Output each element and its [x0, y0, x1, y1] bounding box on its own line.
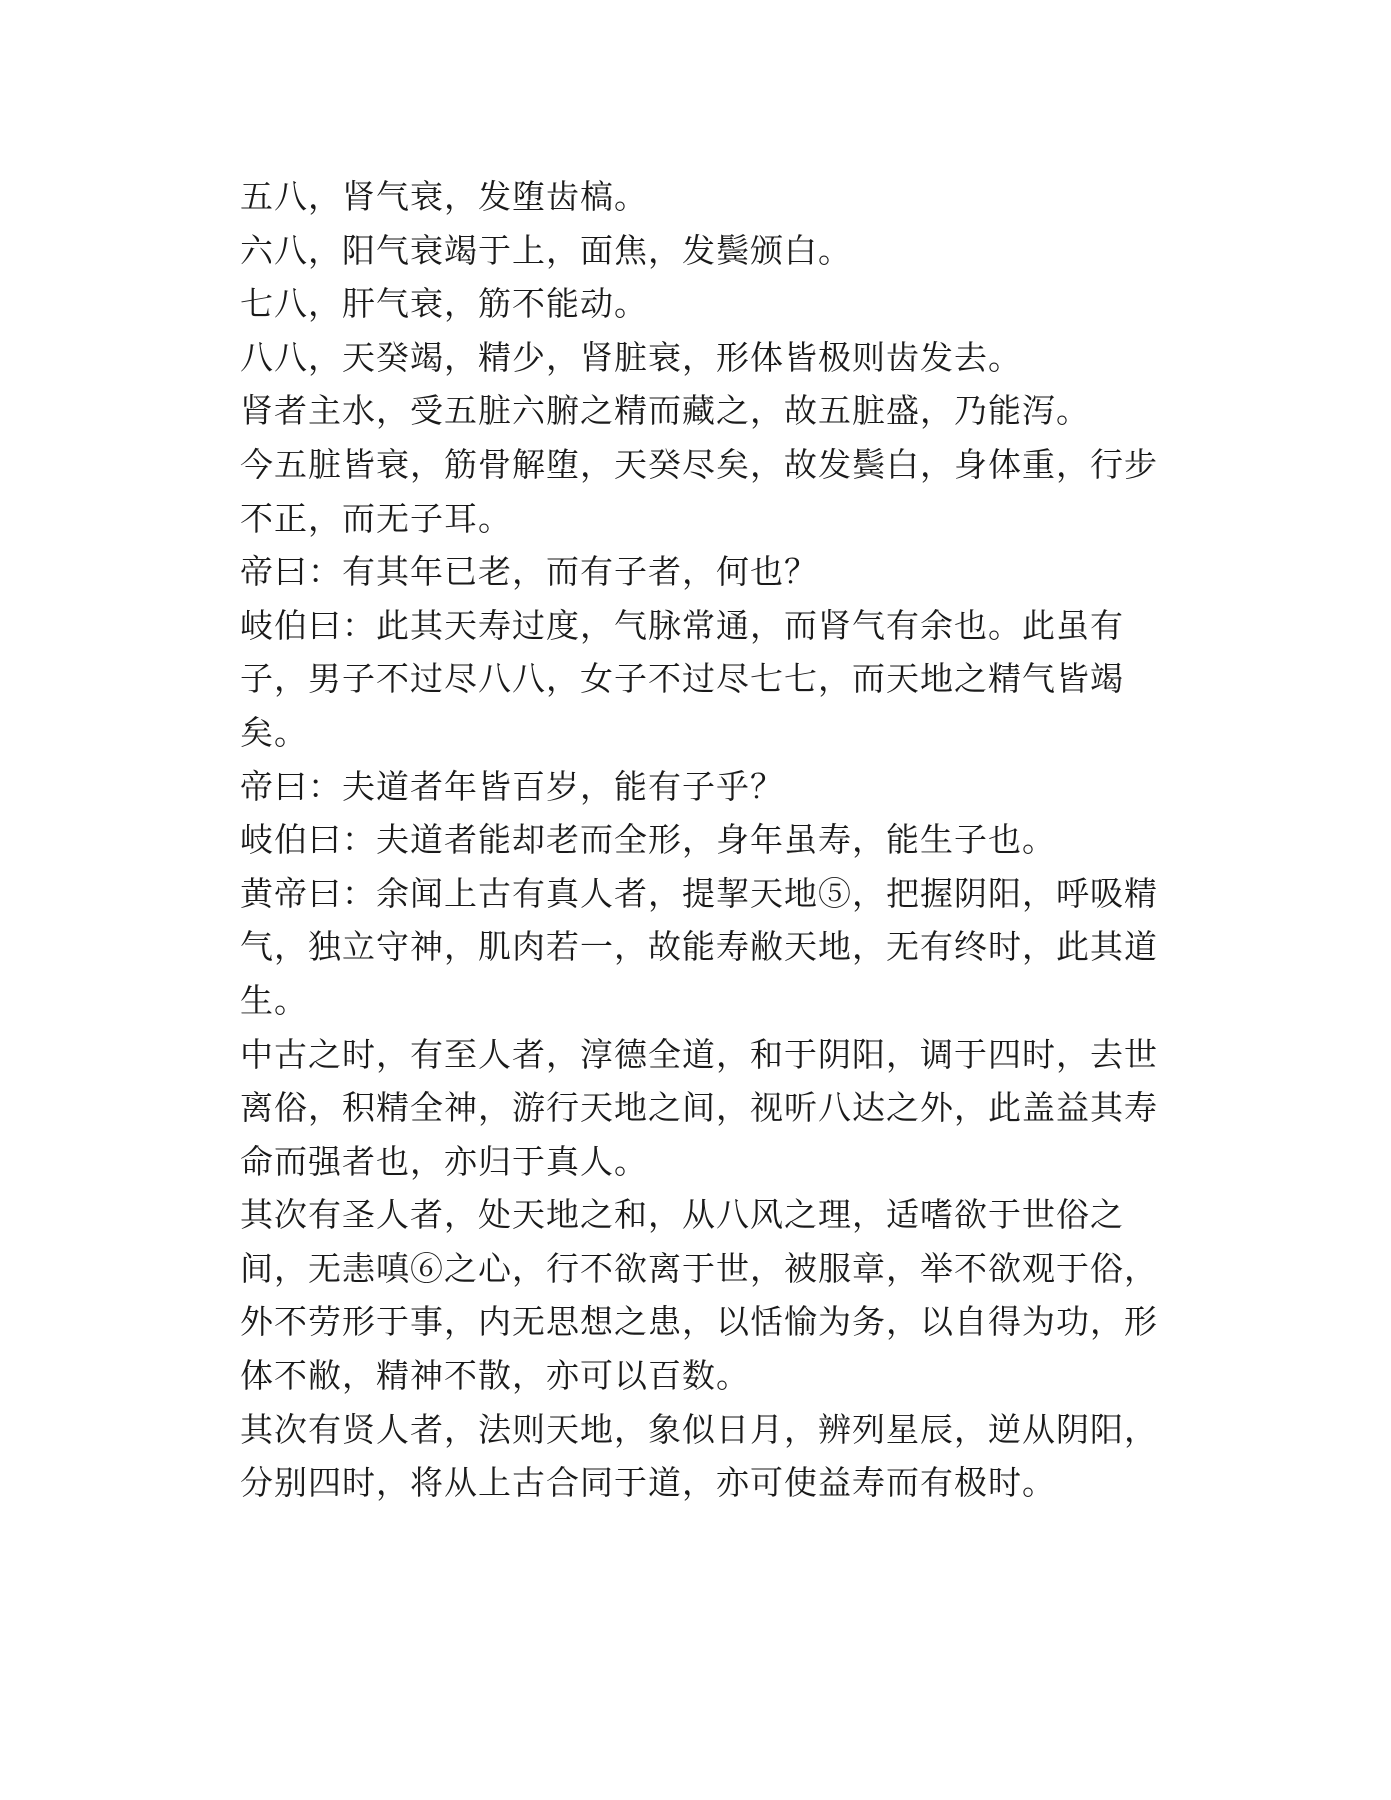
paragraph: 帝曰：夫道者年皆百岁，能有子乎？ — [240, 766, 784, 806]
paragraph: 帝曰：有其年已老，而有子者，何也？ — [240, 552, 818, 592]
paragraph: 五八，肾气衰，发堕齿槁。 — [240, 177, 648, 216]
paragraph: 岐伯曰：此其天寿过度，气脉常通，而肾气有余也。此虽有子，男子不过尽八八，女子不过尽七七，而天地之精气皆竭矣。 — [240, 605, 1124, 752]
paragraph: 八八，天癸竭，精少，肾脏衰，形体皆极则齿发去。 — [240, 337, 1022, 377]
document-page — [240, 170, 1160, 1510]
paragraph: 其次有贤人者，法则天地，象似日月，辨列星辰，逆从阴阳，分别四时，将从上古合同于道，亦可使益寿而有极时。 — [240, 1409, 1158, 1503]
paragraph: 岐伯曰：夫道者能却老而全形，身年虽寿，能生子也。 — [240, 820, 1056, 860]
paragraph: 肾者主水，受五脏六腑之精而藏之，故五脏盛，乃能泻。 — [240, 391, 1090, 431]
paragraph: 今五脏皆衰，筋骨解堕，天癸尽矣，故发鬓白，身体重，行步不正，而无子耳。 — [240, 444, 1158, 538]
paragraph: 六八，阳气衰竭于上，面焦，发鬓颁白。 — [240, 230, 852, 270]
paragraph: 黄帝曰：余闻上古有真人者，提挈天地⑤，把握阴阳，呼吸精气，独立守神，肌肉若一，故能寿敝天地，无有终时，此其道生。 — [240, 873, 1158, 1020]
paragraph: 其次有圣人者，处天地之和，从八风之理，适嗜欲于世俗之间，无恚嗔⑥之心，行不欲离于世，被服章，举不欲观于俗，外不劳形于事，内无思想之患，以恬愉为务，以自得为功，形体不敝，精神不散，亦可以百数。 — [240, 1195, 1158, 1396]
paragraph: 中古之时，有至人者，淳德全道，和于阴阳，调于四时，去世离俗，积精全神，游行天地之间，视听八达之外，此盖益其寿命而强者也，亦归于真人。 — [240, 1034, 1158, 1181]
paragraph: 七八，肝气衰，筋不能动。 — [240, 284, 648, 324]
